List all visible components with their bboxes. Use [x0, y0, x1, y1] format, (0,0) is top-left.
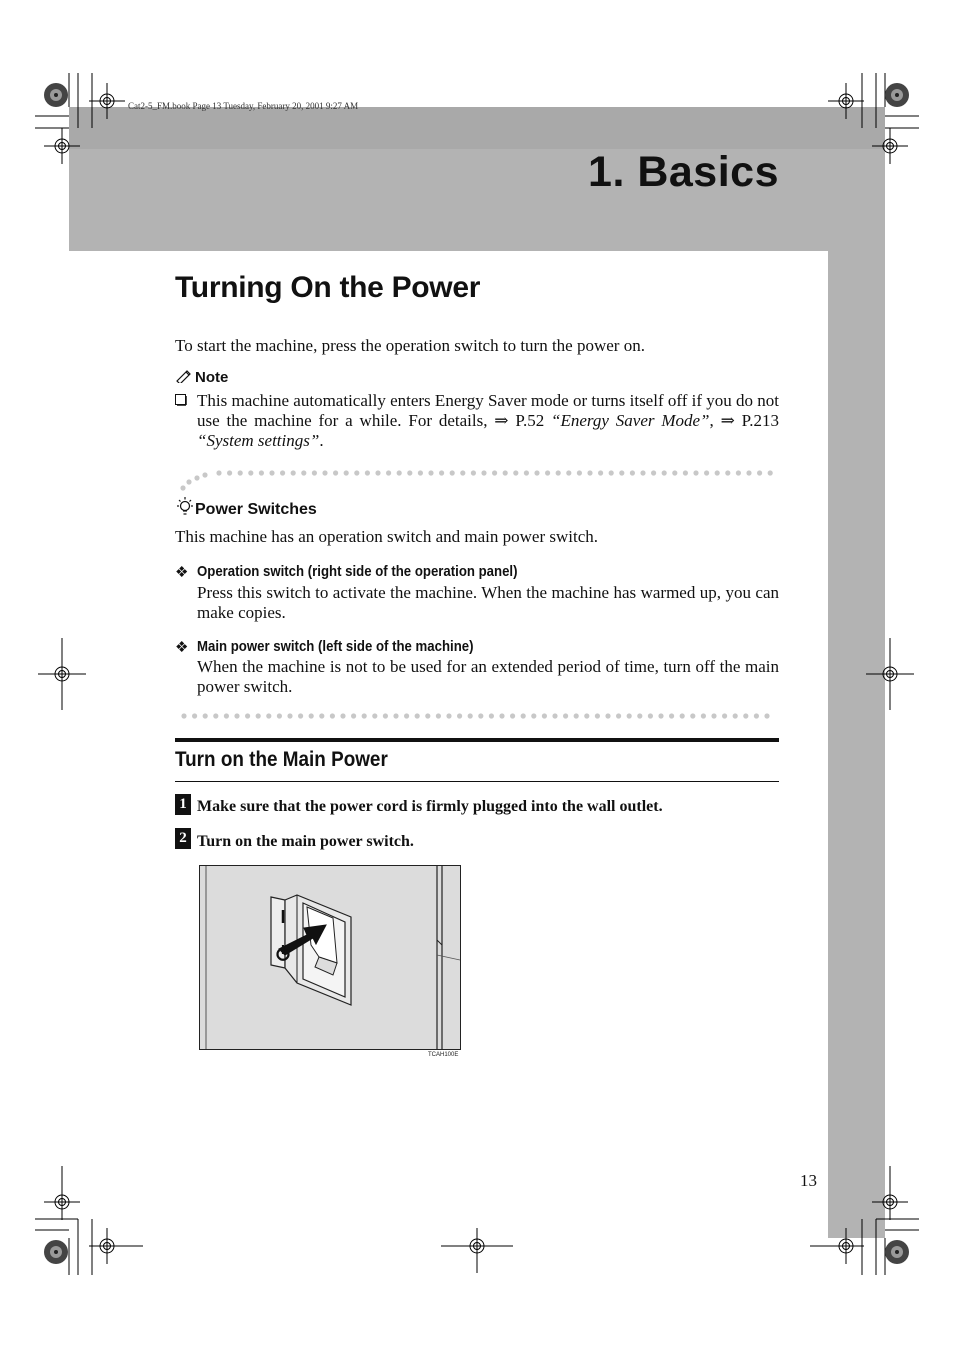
- note-ref-energy-saver: “Energy Saver Mode”: [551, 411, 710, 430]
- main-power-switch-illustration: [199, 865, 461, 1050]
- section-title: Turning On the Power: [175, 271, 481, 304]
- tip-item-heading: Main power switch (left side of the machine): [197, 638, 474, 655]
- subsection-title: Turn on the Main Power: [175, 748, 388, 771]
- note-heading: [175, 369, 228, 386]
- note-ref-system-settings: “System settings”: [197, 431, 320, 450]
- checkbox-bullet-icon: [175, 394, 187, 411]
- note-item-mid: , ⇒ P.213: [709, 411, 779, 430]
- tip-item-text: When the machine is not to be used for an extended period of time, turn off the main power switch.: [197, 657, 779, 696]
- tip-intro: This machine has an operation switch and main power switch.: [175, 527, 598, 546]
- pencil-icon: [175, 369, 192, 383]
- step-number: 2: [175, 828, 191, 849]
- tip-dotted-border-top: [175, 464, 780, 496]
- step-number: 1: [175, 794, 191, 815]
- subsection-rule-top: [175, 738, 779, 742]
- step-text: Turn on the main power switch.: [197, 833, 414, 850]
- page-number: 13: [800, 1171, 817, 1190]
- lightbulb-icon: [175, 497, 195, 517]
- book-info-line: Cat2-5_FM.book Page 13 Tuesday, February 20, 2001 9:27 AM: [128, 101, 359, 111]
- step-text: Make sure that the power cord is firmly plugged into the wall outlet.: [197, 798, 663, 815]
- intro-paragraph: To start the machine, press the operation switch to turn the power on.: [175, 336, 645, 355]
- tip-dotted-border-bottom: [175, 710, 780, 722]
- tip-heading-label: Power Switches: [195, 501, 317, 518]
- figure-code: TCAH100E: [428, 1052, 459, 1058]
- diamond-bullet-icon: ❖: [175, 640, 189, 656]
- subsection-rule-bottom: [175, 781, 779, 782]
- note-item-suffix: .: [319, 431, 324, 450]
- note-heading-label: Note: [195, 369, 229, 386]
- diamond-bullet-icon: ❖: [175, 565, 189, 581]
- tip-item-heading: Operation switch (right side of the operation panel): [197, 563, 518, 580]
- chapter-title: 1. Basics: [588, 148, 779, 196]
- note-item-text: This machine automatically enters Energy Saver mode or turns itself off if you do not use the machine for a while. For details, ⇒ P.52: [197, 391, 779, 430]
- tip-heading: [175, 497, 317, 519]
- tip-item-text: Press this switch to activate the machine. When the machine has warmed up, you can make copies.: [197, 583, 779, 622]
- note-item: [197, 391, 779, 451]
